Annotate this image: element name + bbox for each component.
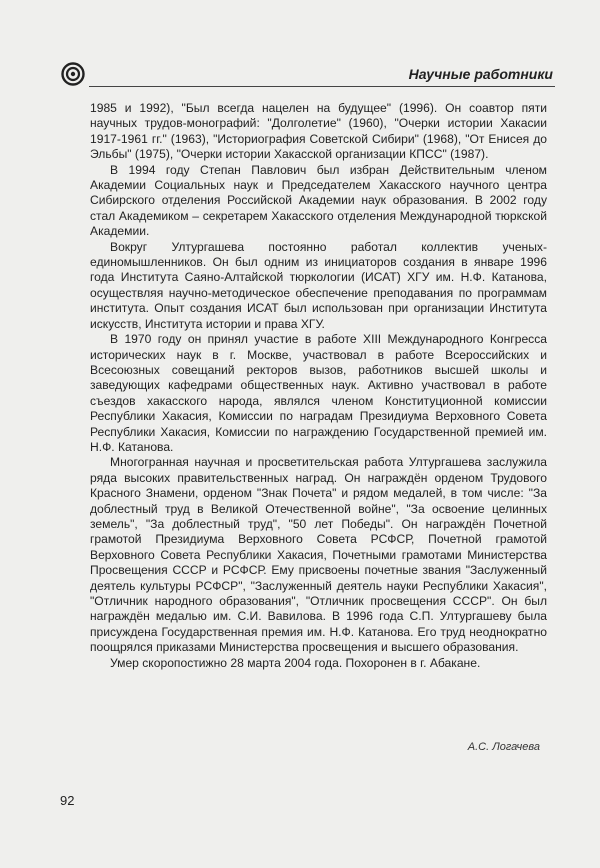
- section-title: Научные работники: [408, 66, 553, 82]
- paragraph: 1985 и 1992), "Был всегда нацелен на будущее" (1996). Он соавтор пяти научных трудов-монографий: "Долголетие" (1960), "Очерки истории Хакасии 1917-1961 гг." (1963), "Историография Советской Сибири" (1968), "От Енисея до Эльбы" (1975), "Очерки истории Хакасской организации КПСС" (1987).: [90, 101, 547, 162]
- paragraph: Умер скоропостижно 28 марта 2004 года. Похоронен в г. Абакане.: [110, 655, 481, 670]
- paragraph: В 1994 году Степан Павлович был избран Действительным членом Академии Социальных наук и Председателем Хакасского научного центра Сибирского отделения Российской Академии наук образования. В 2002 году стал Академиком – секретарем Хакасского отделения Международной тюркской Академии.: [90, 162, 547, 239]
- paragraph: Вокруг Ултургашева постоянно работал коллектив ученых-единомышленников. Он был одним из инициаторов создания в январе 1996 года Института Саяно-Алтайской тюркологии (ИСАТ) ХГУ им. Н.Ф. Катанова, осуществляя научно-методическое обеспечение преподавания по программам института. Опыт создания ИСАТ был использован при организации Института искусств, Института истории и права ХГУ.: [90, 239, 547, 331]
- header-rule: [89, 86, 555, 87]
- running-header: [55, 58, 555, 88]
- page-number: 92: [60, 793, 75, 808]
- paragraph: В 1970 году он принял участие в работе XIII Международного Конгресса исторических наук в г. Москве, участвовал в работе Всероссийских и Всесоюзных совещаний ректоров вызов, работников высшей школы и заведующих кафедрами общественных наук. Активно участвовал в работе съездов хакасского народа, являлся членом Конституционной комиссии Республики Хакасия, Комиссии по наградам Президиума Верховного Совета Республики Хакасия, Комиссии по награждению Государственной премией им. Н.Ф. Катанова.: [90, 332, 547, 454]
- paragraph: Многогранная научная и просветительская работа Ултургашева заслужила ряда высоких правительственных наград. Он награждён орденом Трудового Красного Знамени, орденом "Знак Почета" и рядом медалей, в том числе: "За доблестный труд в Великой Отечественной войне", "За освоение целинных земель", "За доблестный труд", "50 лет Победы". Он награждён Почетной грамотой Президиума Верховного Совета РСФСР, Почетной грамотой Верховного Совета Республики Хакасия, Почетными грамотами Министерства Просвещения СССР и РСФСР. Ему присвоены почетные звания "Заслуженный деятель культуры РСФСР", "Заслуженный деятель науки Республики Хакасия", "Отличник народного образования", "Отличник просвещения СССР". Он был награждён медалью им. С.И. Вавилова. В 1996 года С.П. Ултургашеву была присуждена Государственная премия им. Н.Ф. Катанова. Его труд неоднократно поощрялся приказами Министерства просвещения и высшего образования.: [90, 455, 547, 655]
- author-signature: А.С. Логачева: [467, 741, 540, 753]
- target-logo-icon: [61, 62, 85, 86]
- body-text: [90, 101, 547, 671]
